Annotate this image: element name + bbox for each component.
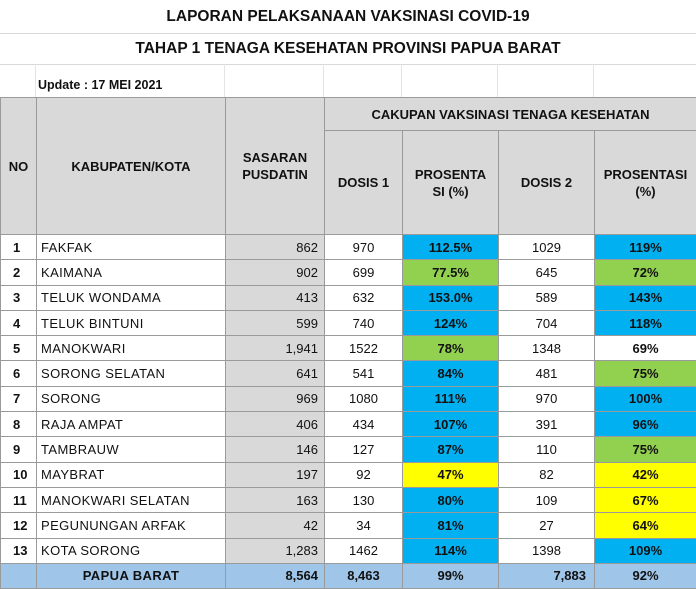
pct2-cell: 67%: [595, 487, 696, 512]
no-cell: 7: [1, 386, 37, 411]
table-row: [1, 538, 696, 563]
no-cell: 13: [1, 538, 37, 563]
region-name: TAMBRAUW: [37, 437, 226, 462]
sasaran-cell: 163: [226, 487, 325, 512]
pct1-cell: 47%: [403, 462, 499, 487]
sasaran-cell: 42: [226, 513, 325, 538]
update-row: [0, 64, 696, 98]
table-row: [1, 386, 696, 411]
total-pct2: 92%: [595, 563, 696, 588]
pct1-cell: 81%: [403, 513, 499, 538]
update-date: Update : 17 MEI 2021: [38, 78, 163, 92]
grid-line: [497, 64, 498, 97]
table-row: [1, 285, 696, 310]
no-cell: 5: [1, 336, 37, 361]
no-cell: 10: [1, 462, 37, 487]
report-title: LAPORAN PELAKSANAAN VAKSINASI COVID-19: [0, 0, 696, 34]
grid-line: [35, 64, 36, 97]
dosis1-cell: 1080: [325, 386, 403, 411]
sasaran-cell: 146: [226, 437, 325, 462]
dosis1-cell: 92: [325, 462, 403, 487]
dosis1-cell: 699: [325, 260, 403, 285]
no-cell: 3: [1, 285, 37, 310]
table-row: [1, 462, 696, 487]
grid-line: [593, 64, 594, 97]
dosis1-cell: 970: [325, 235, 403, 260]
table-row: [1, 412, 696, 437]
sasaran-cell: 969: [226, 386, 325, 411]
dosis2-cell: 82: [499, 462, 595, 487]
report-subtitle: TAHAP 1 TENAGA KESEHATAN PROVINSI PAPUA BARAT: [0, 33, 696, 65]
table-row: [1, 310, 696, 335]
sasaran-cell: 902: [226, 260, 325, 285]
pct2-cell: 118%: [595, 310, 696, 335]
region-name: TELUK BINTUNI: [37, 310, 226, 335]
sasaran-cell: 641: [226, 361, 325, 386]
pct2-cell: 69%: [595, 336, 696, 361]
pct2-cell: 72%: [595, 260, 696, 285]
region-name: MANOKWARI: [37, 336, 226, 361]
sasaran-cell: 862: [226, 235, 325, 260]
pct2-cell: 100%: [595, 386, 696, 411]
header-no: NO: [1, 98, 37, 235]
dosis2-cell: 645: [499, 260, 595, 285]
total-dosis2: 7,883: [499, 563, 595, 588]
dosis1-cell: 1462: [325, 538, 403, 563]
no-cell: 9: [1, 437, 37, 462]
table-body: [1, 235, 696, 564]
pct1-cell: 111%: [403, 386, 499, 411]
dosis1-cell: 130: [325, 487, 403, 512]
header-dosis2: DOSIS 2: [499, 131, 595, 235]
pct1-cell: 78%: [403, 336, 499, 361]
region-name: RAJA AMPAT: [37, 412, 226, 437]
region-name: SORONG: [37, 386, 226, 411]
total-row: [1, 563, 696, 588]
header-cakupan: CAKUPAN VAKSINASI TENAGA KESEHATAN: [325, 98, 696, 131]
table-row: [1, 513, 696, 538]
grid-line: [323, 64, 324, 97]
table-row: [1, 336, 696, 361]
region-name: TELUK WONDAMA: [37, 285, 226, 310]
pct1-cell: 114%: [403, 538, 499, 563]
sasaran-cell: 406: [226, 412, 325, 437]
dosis2-cell: 1029: [499, 235, 595, 260]
sasaran-cell: 1,283: [226, 538, 325, 563]
pct2-cell: 75%: [595, 361, 696, 386]
header-dosis1: DOSIS 1: [325, 131, 403, 235]
table-row: [1, 487, 696, 512]
pct1-cell: 84%: [403, 361, 499, 386]
pct2-cell: 96%: [595, 412, 696, 437]
dosis2-cell: 481: [499, 361, 595, 386]
no-cell: 11: [1, 487, 37, 512]
dosis1-cell: 740: [325, 310, 403, 335]
no-cell: 8: [1, 412, 37, 437]
pct1-cell: 112.5%: [403, 235, 499, 260]
total-pct1: 99%: [403, 563, 499, 588]
no-cell: 4: [1, 310, 37, 335]
region-name: MANOKWARI SELATAN: [37, 487, 226, 512]
total-name: PAPUA BARAT: [37, 563, 226, 588]
dosis1-cell: 1522: [325, 336, 403, 361]
pct2-cell: 119%: [595, 235, 696, 260]
dosis2-cell: 109: [499, 487, 595, 512]
dosis2-cell: 1398: [499, 538, 595, 563]
region-name: MAYBRAT: [37, 462, 226, 487]
sasaran-cell: 599: [226, 310, 325, 335]
no-cell: 6: [1, 361, 37, 386]
total-sasaran: 8,564: [226, 563, 325, 588]
no-cell: 2: [1, 260, 37, 285]
vaccination-table: [0, 97, 696, 589]
pct2-cell: 75%: [595, 437, 696, 462]
region-name: KOTA SORONG: [37, 538, 226, 563]
dosis2-cell: 27: [499, 513, 595, 538]
header-pct1: PROSENTA SI (%): [403, 131, 499, 235]
dosis1-cell: 127: [325, 437, 403, 462]
dosis2-cell: 391: [499, 412, 595, 437]
grid-line: [401, 64, 402, 97]
dosis2-cell: 1348: [499, 336, 595, 361]
dosis1-cell: 434: [325, 412, 403, 437]
header-pct2: PROSENTASI (%): [595, 131, 696, 235]
table-row: [1, 361, 696, 386]
table-row: [1, 437, 696, 462]
sasaran-cell: 413: [226, 285, 325, 310]
total-no-cell: [1, 563, 37, 588]
pct2-cell: 143%: [595, 285, 696, 310]
header-region: KABUPATEN/KOTA: [37, 98, 226, 235]
pct2-cell: 64%: [595, 513, 696, 538]
dosis2-cell: 589: [499, 285, 595, 310]
sasaran-cell: 1,941: [226, 336, 325, 361]
pct1-cell: 153.0%: [403, 285, 499, 310]
dosis2-cell: 970: [499, 386, 595, 411]
no-cell: 1: [1, 235, 37, 260]
pct1-cell: 80%: [403, 487, 499, 512]
pct1-cell: 124%: [403, 310, 499, 335]
region-name: KAIMANA: [37, 260, 226, 285]
no-cell: 12: [1, 513, 37, 538]
pct1-cell: 87%: [403, 437, 499, 462]
dosis1-cell: 34: [325, 513, 403, 538]
pct1-cell: 107%: [403, 412, 499, 437]
sasaran-cell: 197: [226, 462, 325, 487]
table-row: [1, 235, 696, 260]
dosis1-cell: 541: [325, 361, 403, 386]
pct2-cell: 42%: [595, 462, 696, 487]
header-sasaran: SASARAN PUSDATIN: [226, 98, 325, 235]
pct2-cell: 109%: [595, 538, 696, 563]
grid-line: [224, 64, 225, 97]
region-name: PEGUNUNGAN ARFAK: [37, 513, 226, 538]
dosis1-cell: 632: [325, 285, 403, 310]
table-row: [1, 260, 696, 285]
dosis2-cell: 704: [499, 310, 595, 335]
region-name: SORONG SELATAN: [37, 361, 226, 386]
pct1-cell: 77.5%: [403, 260, 499, 285]
region-name: FAKFAK: [37, 235, 226, 260]
total-dosis1: 8,463: [325, 563, 403, 588]
dosis2-cell: 110: [499, 437, 595, 462]
